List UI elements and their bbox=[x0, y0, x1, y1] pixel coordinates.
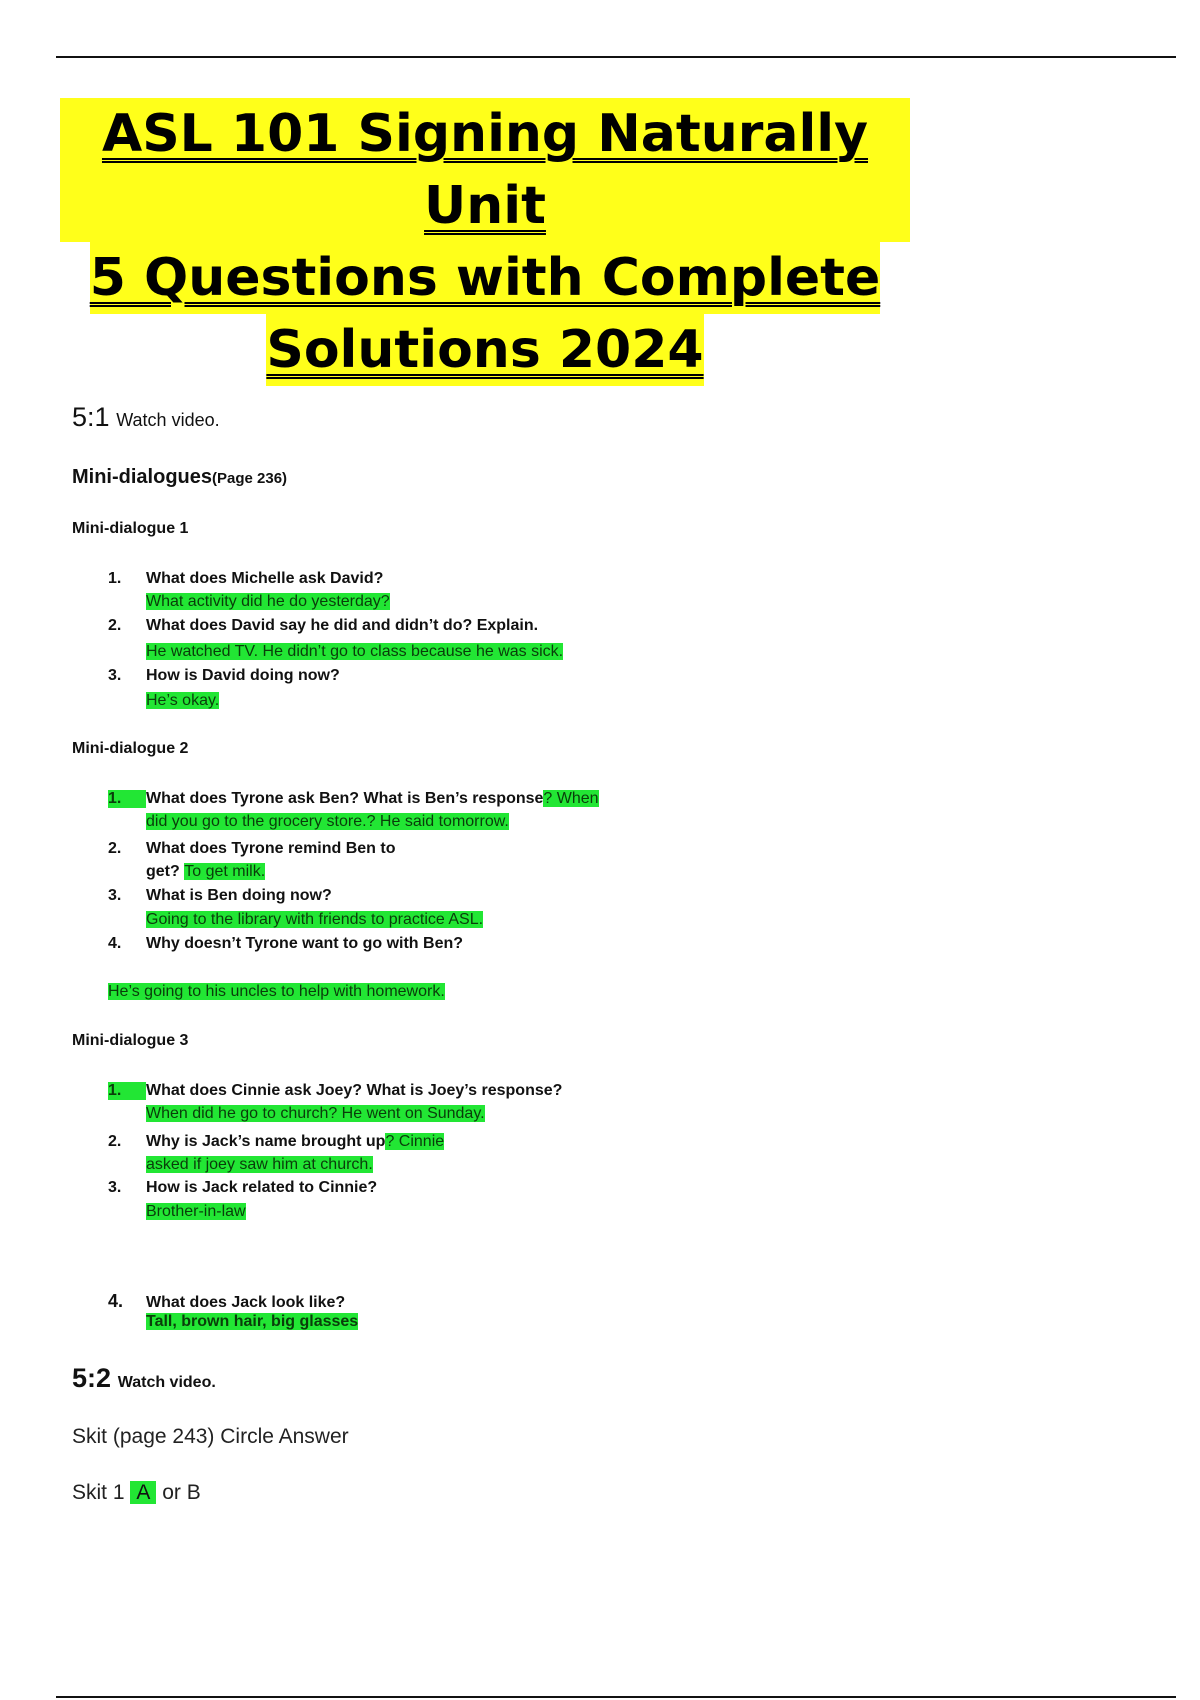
document-title bbox=[60, 98, 910, 386]
d3-answer-2 bbox=[146, 1156, 373, 1174]
answer-highlight: ? When bbox=[543, 790, 599, 807]
skit-heading: Skit (page 243) Circle Answer bbox=[72, 1425, 349, 1448]
d1-question-2 bbox=[108, 617, 538, 635]
question-number: 2. bbox=[108, 840, 122, 857]
d1-answer-3 bbox=[146, 692, 219, 710]
question-number: 4. bbox=[108, 1291, 124, 1311]
title-line-2: 5 Questions with Complete bbox=[90, 242, 881, 314]
d3-question-4 bbox=[108, 1291, 345, 1312]
question-number: 1. bbox=[108, 570, 122, 587]
section-5-1-heading bbox=[72, 402, 220, 433]
question-text: What does Cinnie ask Joey? What is Joey’s response? bbox=[146, 1082, 563, 1099]
question-text: What does Michelle ask David? bbox=[146, 570, 384, 587]
d2-answer-4 bbox=[108, 983, 445, 1001]
skit-label: Skit 1 bbox=[72, 1481, 125, 1504]
answer-highlight: To get milk. bbox=[184, 863, 266, 880]
question-number: 3. bbox=[108, 1179, 122, 1196]
question-text: get? bbox=[146, 863, 180, 880]
mini-dialogue-1-heading: Mini-dialogue 1 bbox=[72, 520, 189, 537]
skit-choice-rest: or B bbox=[162, 1481, 201, 1504]
answer-highlight: Going to the library with friends to practice ASL. bbox=[146, 911, 484, 928]
section-number: 5:1 bbox=[72, 402, 110, 432]
answer-highlight: Brother-in-law bbox=[146, 1203, 246, 1220]
section-text: Watch video. bbox=[116, 410, 220, 430]
answer-highlight: asked if joey saw him at church. bbox=[146, 1156, 373, 1173]
skit-1-answer-row bbox=[72, 1481, 201, 1505]
d1-answer-2 bbox=[146, 643, 563, 661]
bottom-rule bbox=[56, 1696, 1176, 1698]
answer-highlight: When did he go to church? He went on Sunday. bbox=[146, 1105, 485, 1122]
d2-question-1 bbox=[108, 790, 599, 808]
d2-question-3 bbox=[108, 887, 332, 905]
answer-highlight: He watched TV. He didn’t go to class because he was sick. bbox=[146, 643, 564, 660]
d1-question-1 bbox=[108, 570, 383, 588]
d1-answer-1 bbox=[146, 593, 390, 611]
d3-answer-1 bbox=[146, 1105, 485, 1123]
title-line-1: ASL 101 Signing Naturally Unit bbox=[60, 98, 910, 242]
question-number: 2. bbox=[108, 617, 122, 634]
d3-answer-4 bbox=[146, 1313, 358, 1331]
question-number: 1. bbox=[108, 1082, 146, 1100]
mini-dialogue-2-heading: Mini-dialogue 2 bbox=[72, 740, 189, 757]
d3-question-3 bbox=[108, 1179, 377, 1197]
question-number: 4. bbox=[108, 935, 122, 952]
question-text: How is Jack related to Cinnie? bbox=[146, 1179, 378, 1196]
question-text: What does Tyrone ask Ben? What is Ben’s response bbox=[146, 790, 544, 807]
question-number: 3. bbox=[108, 887, 122, 904]
d3-question-2 bbox=[108, 1133, 444, 1151]
d2-question-2 bbox=[108, 840, 396, 858]
question-text: Why doesn’t Tyrone want to go with Ben? bbox=[146, 935, 464, 952]
question-text: Why is Jack’s name brought up bbox=[146, 1133, 386, 1150]
question-text: What does Jack look like? bbox=[146, 1294, 346, 1311]
skit-choice-a: A bbox=[130, 1481, 156, 1504]
mini-dialogues-page: (Page 236) bbox=[212, 470, 288, 487]
question-number: 2. bbox=[108, 1133, 122, 1150]
answer-highlight: did you go to the grocery store.? He said tomorrow. bbox=[146, 813, 509, 830]
d2-question-4 bbox=[108, 935, 463, 953]
section-5-2-heading bbox=[72, 1363, 216, 1394]
answer-highlight: ? Cinnie bbox=[385, 1133, 445, 1150]
d2-answer-1 bbox=[146, 813, 509, 831]
question-text: What is Ben doing now? bbox=[146, 887, 332, 904]
d2-answer-3 bbox=[146, 911, 483, 929]
question-text: What does Tyrone remind Ben to bbox=[146, 840, 396, 857]
title-line-3: Solutions 2024 bbox=[266, 314, 703, 386]
mini-dialogue-3-heading: Mini-dialogue 3 bbox=[72, 1032, 189, 1049]
answer-highlight: He’s okay. bbox=[146, 692, 220, 709]
mini-dialogues-heading bbox=[72, 466, 287, 489]
question-number: 3. bbox=[108, 667, 122, 684]
question-text: How is David doing now? bbox=[146, 667, 340, 684]
top-rule bbox=[56, 56, 1176, 58]
d3-answer-3 bbox=[146, 1203, 246, 1221]
section-text: Watch video. bbox=[117, 1374, 216, 1391]
question-text: What does David say he did and didn’t do? Explain. bbox=[146, 617, 539, 634]
d3-question-1 bbox=[108, 1082, 562, 1100]
question-number: 1. bbox=[108, 790, 146, 808]
answer-highlight: He’s going to his uncles to help with homework. bbox=[108, 983, 445, 1000]
d1-question-3 bbox=[108, 667, 340, 685]
mini-dialogues-label: Mini-dialogues bbox=[72, 466, 212, 488]
answer-highlight: Tall, brown hair, big glasses bbox=[146, 1313, 359, 1330]
answer-highlight: What activity did he do yesterday? bbox=[146, 593, 390, 610]
section-number: 5:2 bbox=[72, 1363, 112, 1393]
d2-question-2-cont bbox=[146, 863, 265, 881]
